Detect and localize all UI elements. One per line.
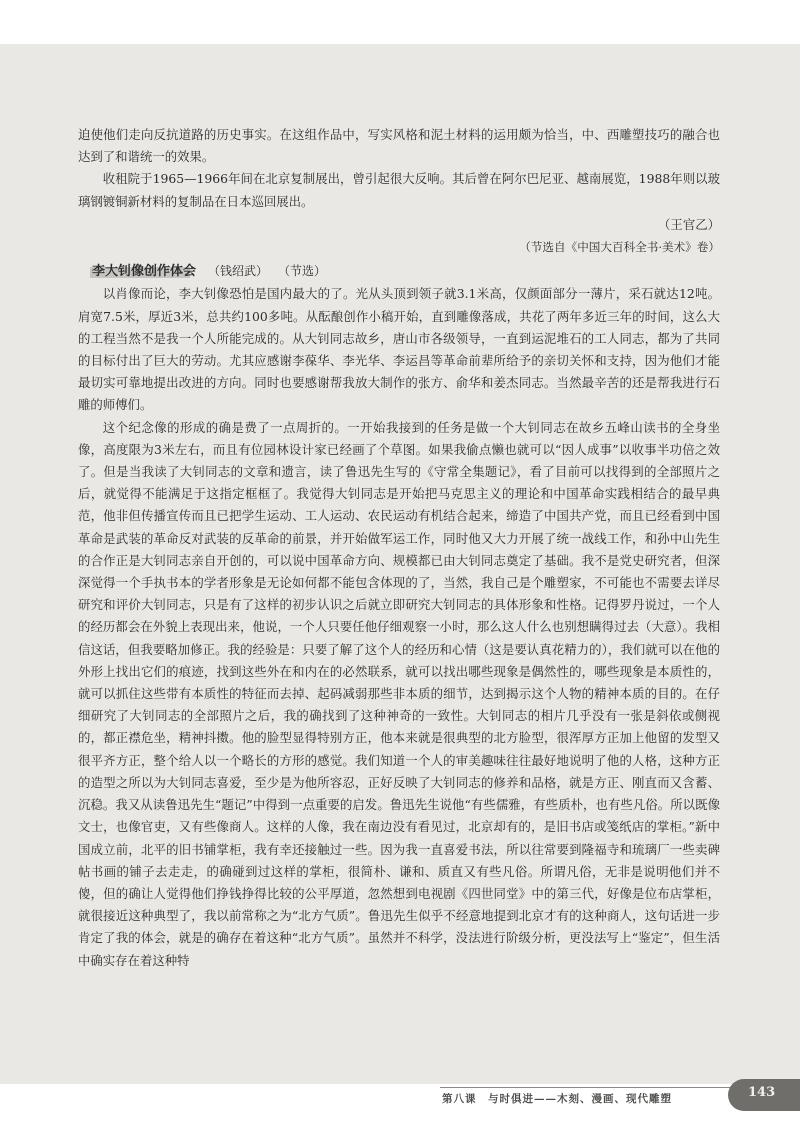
paragraph: 收租院于1965—1966年间在北京复制展出，曾引起很大反响。其后曾在阿尔巴尼亚、越南展览，1988年则以玻璃钢镀铜新材料的复制品在日本巡回展出。 [78, 171, 720, 209]
section-note: （节选） [277, 264, 326, 279]
section-heading [78, 260, 720, 283]
attribution-source: （节选自《中国大百科全书·美术》卷） [519, 240, 720, 255]
attribution-author: （王官乙） [658, 216, 720, 232]
page-footer [0, 1079, 800, 1119]
page-content [78, 124, 720, 972]
footer-rule [440, 1087, 740, 1088]
section-title: 李大钊像创作体会 [92, 264, 197, 280]
paragraph: 这个纪念像的形成的确是费了一点周折的。一开始我接到的任务是做一个大钊同志在故乡五峰山读书的全身坐像，高度限为3米左右，而且有位园林设计家已经画了个草图。如果我偷点懒也就可以“因人成事”以收事半功倍之效了。但是当我读了大钊同志的文章和遗言，读了鲁迅先生写的《守常全集题记》，看了目前可以找得到的全部照片之后，就觉得不能满足于这指定框框了。我觉得大钊同志是开始把马克思主义的理论和中国革命实践相结合的最早典范，他非但传播宣传而且已把学生运动、工人运动、农民运动有机结合起来，缔造了中国共产党，而且已经看到中国革命是武装的革命反对武装的反革命的前景，并开始做军运工作，同时他又大力开展了统一战线工作，和孙中山先生的合作正是大钊同志亲自开创的，可以说中国革命方向、规模都已由大钊同志奠定了基础。我不是党史研究者，但深深觉得一个手执书本的学者形象是无论如何都不能包含体现的了，当然，我自己是个雕塑家，不可能也不需要去详尽研究和评价大钊同志，只是有了这样的初步认识之后就立即研究大钊同志的具体形象和性格。记得罗丹说过，一个人的经历都会在外貌上表现出来，他说，一个人只要任他仔细观察一小时，那么这人什么也别想瞒得过去（大意）。我相信这话，但我要略加修正。我的经验是：只要了解了这个人的经历和心情（这是要认真花精力的），我们就可以在他的外形上找出它们的痕迹，找到这些外在和内在的必然联系，就可以找出哪些现象是偶然性的，哪些现象是本质性的，就可以抓住这些带有本质性的特征而去掉、起码减弱那些非本质的细节，达到揭示这个人物的精神本质的目的。在仔细研究了大钊同志的全部照片之后，我的确找到了这种神奇的一致性。大钊同志的相片几乎没有一张是斜依或侧视的，都正襟危坐，精神抖擞。他的脸型显得特别方正，他本来就是很典型的北方脸型，很浑厚方正加上他留的发型又很平齐方正，整个给人以一个略长的方形的感觉。我们知道一个人的审美趣味往往最好地说明了他的人格，这种方正的造型之所以为大钊同志喜爱，至少是为他所容忍，正好反映了大钊同志的修养和品格，就是方正、刚直而又含蓄、沉稳。我又从读鲁迅先生“题记”中得到一点重要的启发。鲁迅先生说他“有些儒雅，有些质朴，也有些凡俗。所以既像文士，也像官吏，又有些像商人。这样的人像，我在南边没有看见过，北京却有的，是旧书店或笺纸店的掌柜。”新中国成立前，北平的旧书铺掌柜，我有幸还接触过一些。因为我一直喜爱书法，所以往常要到隆福寺和琉璃厂一些卖碑帖书画的铺子去走走，的确碰到过这样的掌柜，很简朴、谦和、质直又有些凡俗。所谓凡俗，无非是说明他们并不傻，但的确让人觉得他们挣钱挣得比较的公平厚道，忽然想到电视剧《四世同堂》中的第三代，好像是位布店掌柜，就很接近这种典型了，我以前常称之为“北方气质”。鲁迅先生似乎不经意地提到北京才有的这种商人，这句话进一步肯定了我的体会，就是的确存在着这种“北方气质”。虽然并不科学，没法进行阶级分析，更没法写上“鉴定”，但生活中确实存在着这种特 [78, 419, 720, 968]
paragraph: 迫使他们走向反抗道路的历史事实。在这组作品中，写实风格和泥土材料的运用颇为恰当，中、西雕塑技巧的融合也达到了和谐统一的效果。 [78, 127, 720, 165]
paragraph: 以肖像而论，李大钊像恐怕是国内最大的了。光从头顶到领子就3.1米高，仅颜面部分一薄片，采石就达12吨。肩宽7.5米，厚近3米，总共约100多吨。从酝酿创作小稿开始，直到雕像落成，共花了两年多近三年的时间，这么大的工程当然不是我一个人所能完成的。从大钊同志故乡，唐山市各级领导，一直到运泥堆石的工人同志，都为了共同的目标付出了巨大的劳动。尤其应感谢李葆华、李光华、李运昌等革命前辈所给予的亲切关怀和支持，因为他们才能最切实可靠地提出改进的方向。同时也要感谢帮我放大制作的张方、俞华和姜杰同志。当然最辛苦的还是帮我进行石雕的师傅们。 [78, 286, 720, 413]
book-page [0, 44, 800, 1105]
chapter-title: 第八课 与时俱进——木刻、漫画、现代雕塑 [442, 1093, 672, 1105]
page-number: 143 [748, 1085, 776, 1100]
section-author: （钱绍武） [207, 264, 268, 279]
